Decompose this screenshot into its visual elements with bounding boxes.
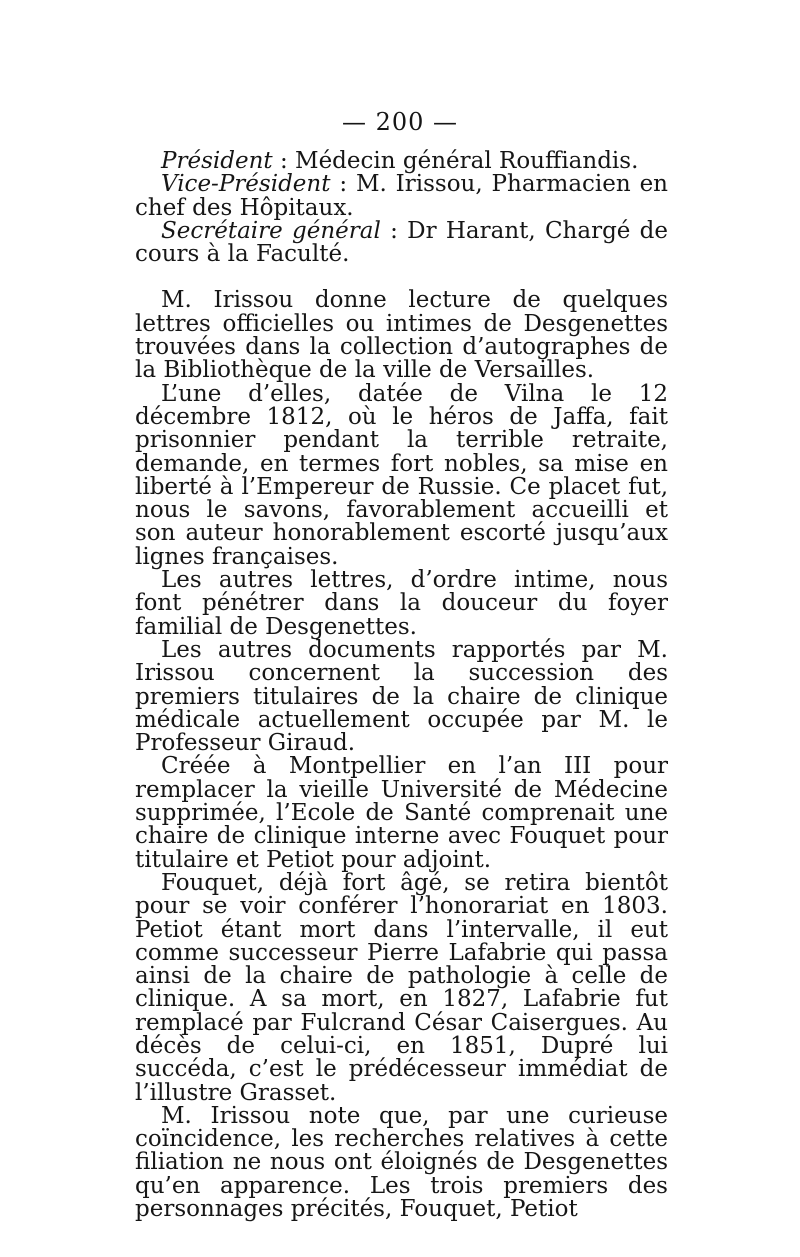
paragraph: Créée à Montpellier en l’an III pour remplacer la vieille Université de Médecine supprimée, l’Ecole de Santé comprenait une chaire de clinique interne avec Fouquet pour titulaire et Petiot pour adjoint.: [135, 753, 668, 873]
officer-text: M. Irissou, Pharmacien en chef des Hôpitaux.: [135, 171, 668, 221]
officer-president: [135, 150, 668, 173]
officer-secretary: [135, 217, 668, 268]
paragraph: M. Irissou donne lecture de quelques lettres officielles ou intimes de Desgenettes trouvées dans la collection d’autographes de la Bibliothèque de la ville de Versailles.: [135, 287, 668, 384]
paragraph: Fouquet, déjà fort âgé, se retira bientôt pour se voir conférer l’honorariat en 1803. Petiot étant mort dans l’intervalle, il eut comme successeur Pierre Lafabrie qui passa ainsi de la chaire de pathologie à celle de clinique. A sa mort, en 1827, Lafabrie fut remplacé par Fulcrand César Caisergues. Au décès de celui-ci, en 1851, Dupré lui succéda, c’est le prédécesseur immédiat de l’illustre Grasset.: [135, 869, 668, 1106]
officer-role: Secrétaire général: [161, 217, 381, 244]
paragraph: Les autres lettres, d’ordre intime, nous font pénétrer dans la douceur du foyer familial de Desgenettes.: [135, 567, 668, 640]
officer-text: Dr Harant, Chargé de cours à la Faculté.: [135, 217, 668, 268]
paragraph: Les autres documents rapportés par M. Irissou concernent la succession des premiers titulaires de la chaire de clinique médicale actuellement occupée par M. le Professeur Giraud.: [135, 636, 668, 757]
paragraph: M. Irissou note que, par une curieuse coïncidence, les recherches relatives à cette filiation ne nous ont éloignés de Desgenettes qu’en apparence. Les trois premiers des personnages précités, Fouquet, Petiot: [135, 1102, 668, 1223]
officer-role: Vice-Président: [161, 171, 331, 198]
page-number: — 200 —: [341, 108, 459, 136]
page-body: [135, 150, 668, 1221]
officer-vice-president: [135, 173, 668, 220]
officer-separator: :: [330, 171, 356, 198]
officer-role: Président: [161, 148, 273, 174]
officer-separator: :: [380, 217, 408, 244]
paragraph: L’une d’elles, datée de Vilna le 12 décembre 1812, où le héros de Jaffa, fait prisonnier pendant la terrible retraite, demande, en termes fort nobles, sa mise en liberté à l’Empereur de Russie. Ce placet fut, nous le savons, favorablement accueilli et son auteur honorablement escorté jusqu’aux lignes françaises.: [135, 380, 668, 570]
officer-text: Médecin général Rouffiandis.: [295, 148, 639, 174]
officer-separator: :: [272, 148, 296, 174]
